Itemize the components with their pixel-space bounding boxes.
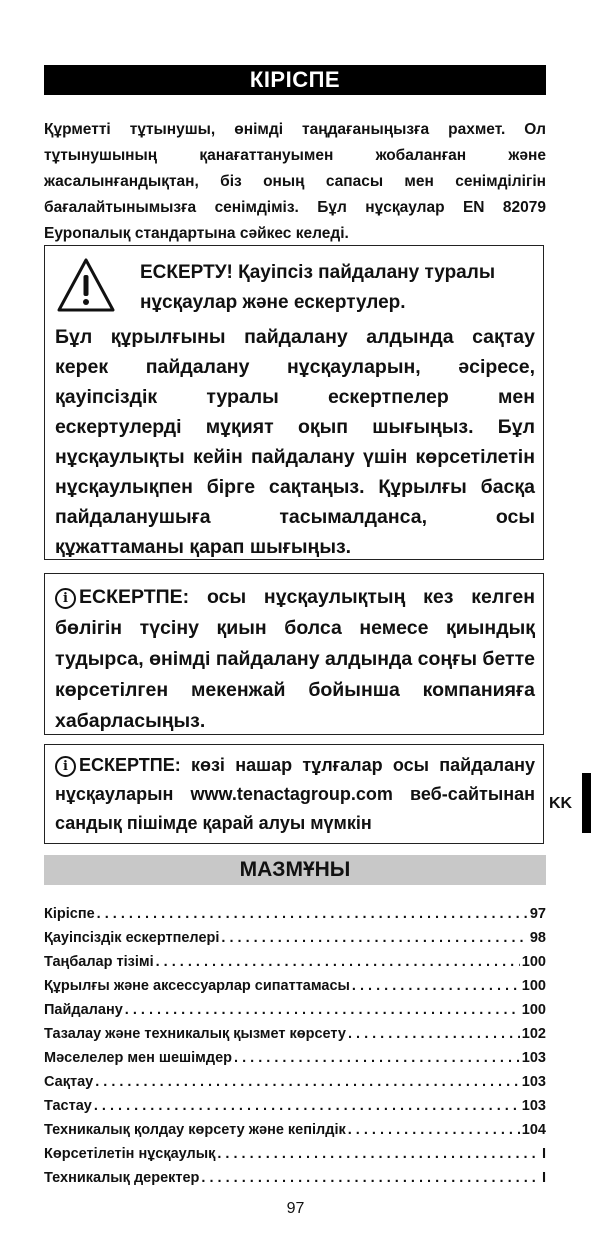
toc-entry[interactable]: Көрсетілетін нұсқаулық . . . I bbox=[44, 1142, 546, 1166]
toc-entry[interactable]: Кіріспе . . . 97 bbox=[44, 902, 546, 926]
toc-entry[interactable]: Тазалау және техникалық қызмет көрсету . . . 102 bbox=[44, 1022, 546, 1046]
info-icon: i bbox=[55, 588, 76, 609]
toc-entry[interactable]: Сақтау . . . 103 bbox=[44, 1070, 546, 1094]
warning-heading: ЕСКЕРТУ! Қауіпсіз пайдалану туралы нұсқаулар және ескертулер. bbox=[140, 262, 496, 313]
toc-entry[interactable]: Пайдалану . . . 100 bbox=[44, 998, 546, 1022]
toc-entry[interactable]: Техникалық қолдау көрсету және кепілдік . . . 104 bbox=[44, 1118, 546, 1142]
table-of-contents bbox=[44, 902, 546, 1190]
info-icon: i bbox=[55, 756, 76, 777]
toc-entry[interactable]: Құрылғы және аксессуарлар сипаттамасы . . . 100 bbox=[44, 974, 546, 998]
warning-body: Бұл құрылғыны пайдалану алдында сақтау керек пайдалану нұсқауларын, әсіресе, қауіпсіздік туралы ескертпелер мен ескертулерді мұқият оқып шығыңыз. Бұл нұсқаулықты кейін пайдалану үшін көрсетілетін нұсқаулықпен бірге сақтаңыз. Құрылғы басқа пайдаланушыға тасымалданса, осы құжаттаманы қарап шығыңыз. bbox=[55, 326, 535, 558]
warning-triangle-icon bbox=[55, 256, 117, 314]
toc-entry[interactable]: Тастау . . . 103 bbox=[44, 1094, 546, 1118]
toc-entry[interactable]: Техникалық деректер . . . I bbox=[44, 1166, 546, 1190]
toc-entry[interactable]: Таңбалар тізімі . . . 100 bbox=[44, 950, 546, 974]
toc-entry[interactable]: Мәселелер мен шешімдер . . . 103 bbox=[44, 1046, 546, 1070]
warning-box bbox=[44, 245, 544, 560]
page-number: 97 bbox=[286, 1200, 305, 1217]
toc-entry[interactable]: Қауіпсіздік ескертпелері . . . 98 bbox=[44, 926, 546, 950]
language-tab: KK bbox=[549, 795, 573, 812]
note-box-website bbox=[44, 744, 544, 844]
note-contact-text: ЕСКЕРТПЕ: осы нұсқаулықтың кез келген бөлігін түсіну қиын болса немесе қиындық тудырса, өнімді пайдалану алдында соңғы бетте көрсетілген мекенжай бойынша компанияға хабарласыңыз. bbox=[55, 586, 535, 732]
intro-paragraph: Құрметті тұтынушы, өнімді таңдағаныңызға рахмет. Ол тұтынушының қанағаттануымен жобаланған және жасалынғандықтан, біз оның сапасы мен сенімділігін бағалайтынымызға сенімдіміз. Бұл нұсқаулар EN 82079 Еуропалық стандартына сәйкес келеді. bbox=[44, 121, 546, 242]
note-box-contact bbox=[44, 573, 544, 735]
language-tab-marker bbox=[582, 773, 591, 833]
note-website-text: ЕСКЕРТПЕ: көзі нашар тұлғалар осы пайдалану нұсқауларын www.tenactagroup.com веб-сайтынан сандық пішімде қарай алуы мүмкін bbox=[55, 755, 535, 833]
section-title: КІРІСПЕ bbox=[44, 65, 546, 95]
toc-title: МАЗМҰНЫ bbox=[44, 855, 546, 885]
